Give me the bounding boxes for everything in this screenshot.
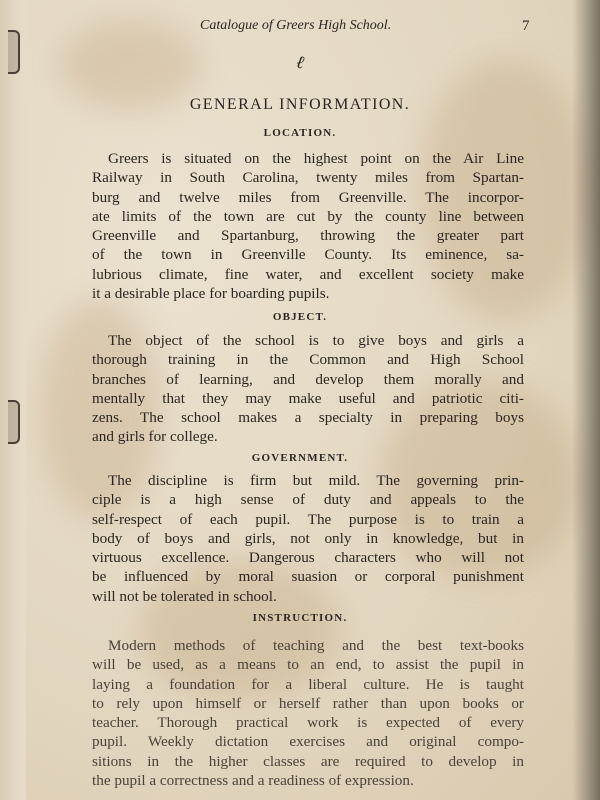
text-line: to rely upon himself or herself rather than upon books or [92, 694, 524, 712]
text-line: ciple is a high sense of duty and appeals to the [92, 491, 524, 509]
text-line: of the town in Greenville County. Its eminence, sa- [92, 246, 524, 264]
ink-mark: ℓ [293, 51, 308, 73]
section-body-government [92, 471, 524, 606]
binding-stitch [8, 400, 20, 444]
text-line: burg and twelve miles from Greenville. The incorpor- [92, 188, 524, 206]
text-line: Modern methods of teaching and the best text-books [108, 637, 524, 654]
text-line: lubrious climate, fine water, and excellent society make [92, 265, 524, 283]
text-line: body of boys and girls, not only in knowledge, but in [92, 529, 524, 547]
page-number: 7 [522, 18, 530, 34]
page-edge-shadow [572, 0, 600, 800]
text-line: it a desirable place for boarding pupils. [92, 285, 330, 303]
text-line: ate limits of the town are cut by the county line between [92, 207, 524, 225]
binding-stitch [8, 30, 20, 74]
text-line: Railway in South Carolina, twenty miles from Spartan- [92, 169, 524, 187]
text-line: will not be tolerated in school. [92, 587, 277, 605]
section-heading-location: LOCATION. [263, 127, 337, 139]
text-line: Greers is situated on the highest point on the Air Line [108, 150, 524, 167]
section-body-object [92, 331, 524, 447]
text-line: sitions in the higher classes are required to develop in [92, 752, 524, 770]
text-line: will be used, as a means to an end, to assist the pupil in [92, 656, 524, 674]
text-line: and girls for college. [92, 428, 218, 446]
text-line: teacher. Thorough practical work is expected of every [92, 714, 524, 732]
running-head: Catalogue of Greers High School. [200, 18, 392, 33]
text-line: laying a foundation for a liberal culture. He is taught [92, 675, 524, 693]
text-line: mentally that they may make useful and patriotic citi- [92, 389, 524, 407]
text-line: self-respect of each pupil. The purpose is to train a [92, 510, 524, 528]
section-heading-government: GOVERNMENT. [251, 452, 349, 464]
text-line: zens. The school makes a specialty in preparing boys [92, 409, 524, 427]
section-body-instruction [92, 636, 524, 790]
text-line: the pupil a correctness and a readiness of expression. [92, 772, 414, 790]
section-body-location [92, 149, 524, 303]
text-line: pupil. Weekly dictation exercises and original compo- [92, 733, 524, 751]
section-heading-object: OBJECT. [272, 311, 328, 323]
text-line: The object of the school is to give boys and girls a [108, 332, 524, 349]
page-title: GENERAL INFORMATION. [189, 96, 411, 113]
section-heading-instruction: INSTRUCTION. [252, 612, 348, 624]
text-line: thorough training in the Common and High School [92, 351, 524, 369]
text-line: be influenced by moral suasion or corporal punishment [92, 568, 524, 586]
text-line: branches of learning, and develop them morally and [92, 370, 524, 388]
text-line: virtuous excellence. Dangerous characters who will not [92, 549, 524, 567]
text-line: The discipline is firm but mild. The governing prin- [108, 472, 524, 489]
text-line: Greenville and Spartanburg, throwing the greater part [92, 227, 524, 245]
